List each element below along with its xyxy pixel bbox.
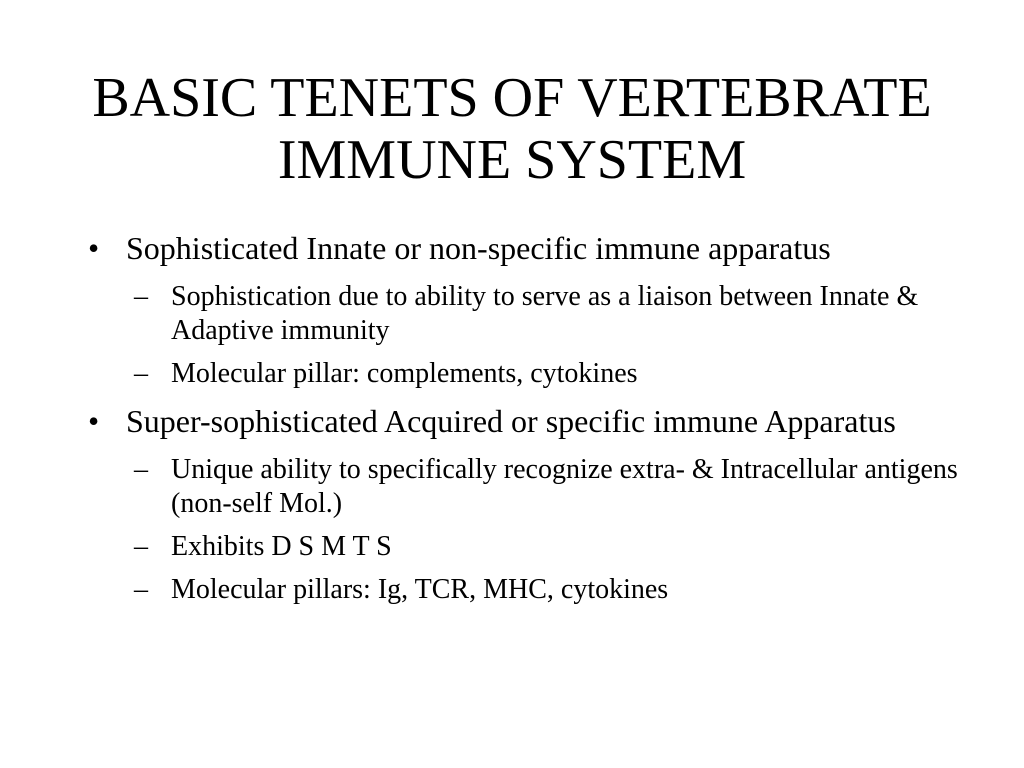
dash-marker: – [134,574,148,605]
slide-title [0,67,1024,191]
sub-text: Unique ability to specifically recognize extra- & Intracellular antigens (non-self Mol.) [171,454,958,519]
bullet-item [88,401,968,441]
bullet-text: Super-sophisticated Acquired or specific immune Apparatus [126,403,896,439]
bullet-item [88,228,968,268]
sub-item [134,453,968,521]
dash-marker: – [134,454,148,485]
sub-list [88,453,968,607]
dash-marker: – [134,358,148,389]
sub-text: Molecular pillars: Ig, TCR, MHC, cytokines [171,574,669,605]
bullet-list [88,228,968,617]
sub-text: Exhibits D S M T S [171,531,392,562]
bullet-marker: • [88,230,100,266]
bullet-marker: • [88,403,100,439]
dash-marker: – [134,281,148,312]
bullet-text: Sophisticated Innate or non-specific immune apparatus [126,230,831,266]
sub-item [134,573,968,607]
dash-marker: – [134,531,148,562]
sub-list [88,280,968,391]
title-line-1: BASIC TENETS OF VERTEBRATE [92,67,932,129]
sub-text: Molecular pillar: complements, cytokines [171,358,638,389]
sub-item [134,280,968,348]
sub-item [134,357,968,391]
title-line-2: IMMUNE SYSTEM [277,129,747,191]
sub-text: Sophistication due to ability to serve as a liaison between Innate & Adaptive immunity [171,281,919,346]
sub-item [134,530,968,564]
